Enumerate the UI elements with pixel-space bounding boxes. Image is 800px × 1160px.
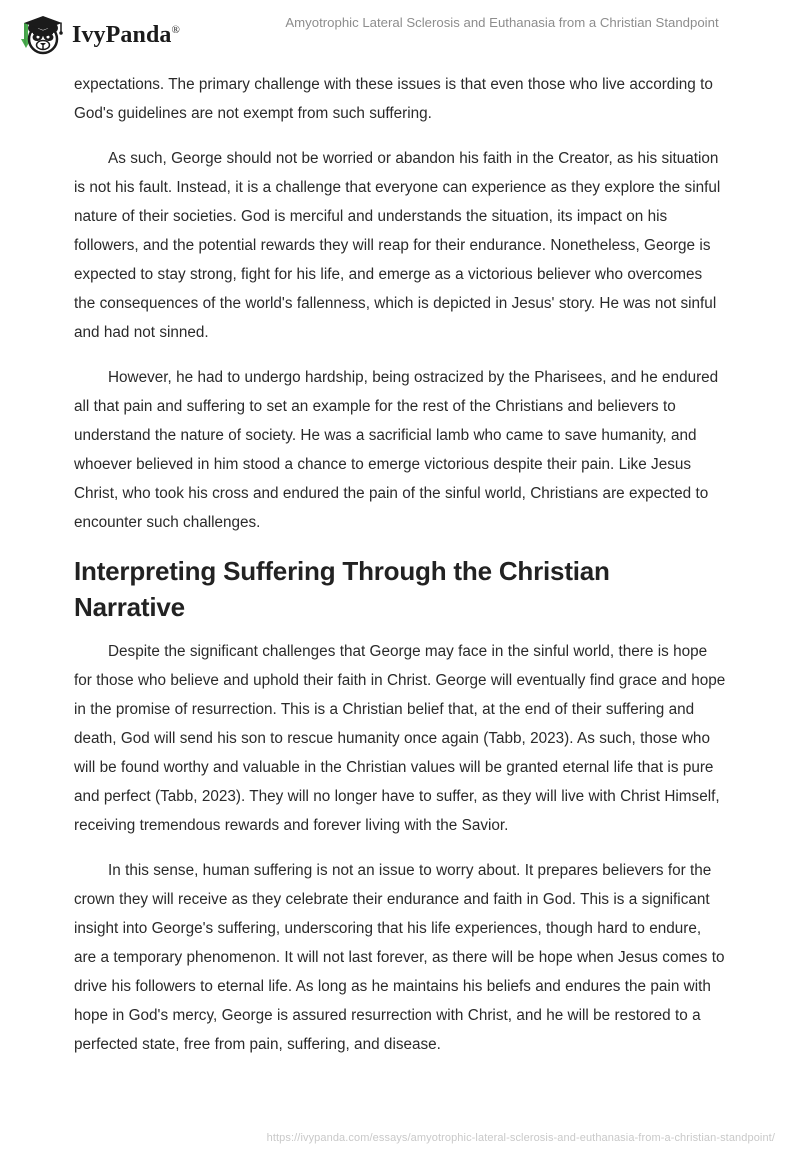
paragraph: As such, George should not be worried or abandon his faith in the Creator, as his situation is not his fault. Instead, it is a challenge that everyone can experience as they explore the sinful nature of their societies. God is merciful and understands the situation, its impact on his followers, and the potential rewards they will reap for their endurance. Nonetheless, George is expected to stay strong, fight for his life, and emerge as a victorious believer who overcomes the consequences of the world's fallenness, which is depicted in Jesus' story. He was not sinful and had not sinned. — [74, 150, 721, 341]
paragraph: In this sense, human suffering is not an issue to worry about. It prepares believers for the crown they will receive as they celebrate their endurance and faith in God. This is a significant insight into George's suffering, underscoring that his life experiences, though hard to endure, are a temporary phenomenon. It will not last forever, as there will be hope when Jesus comes to drive his followers to eternal life. As long as he maintains his beliefs and endures the pain with hope in God's mercy, George is assured resurrection with Christ, and he will be restored to a perfected state, free from pain, suffering, and disease. — [74, 862, 725, 1053]
page-footer — [0, 1128, 775, 1146]
panda-graduation-cap-logo — [14, 10, 66, 58]
registered-trademark-symbol: ® — [171, 24, 180, 36]
document-title: Amyotrophic Lateral Sclerosis and Euthanasia from a Christian Standpoint — [285, 15, 719, 30]
brand-logo-lockup[interactable] — [14, 10, 180, 58]
paragraph: Despite the significant challenges that George may face in the sinful world, there is hope for those who believe and uphold their faith in Christ. George will eventually find grace and hope in the promise of resurrection. This is a Christian belief that, at the end of their suffering and death, God will send his son to rescue humanity once again (Tabb, 2023). As such, those who will be found worthy and valuable in the Christian values will be granted eternal life that is pure and perfect (Tabb, 2023). They will no longer have to suffer, as they will live with Christ Himself, receiving tremendous rewards and forever living with the Savior. — [74, 643, 726, 834]
paragraph: expectations. The primary challenge with these issues is that even those who live according to God's guidelines are not exempt from such suffering. — [74, 76, 713, 122]
page-header — [0, 0, 800, 62]
brand-wordmark — [72, 23, 180, 47]
source-url[interactable]: https://ivypanda.com/essays/amyotrophic-lateral-sclerosis-and-euthanasia-from-a-christian-standpoint/ — [266, 1132, 775, 1144]
document-body — [74, 70, 726, 1075]
brand-name-text: IvyPanda — [72, 22, 172, 48]
section-heading: Interpreting Suffering Through the Christian Narrative — [74, 556, 610, 622]
paragraph: However, he had to undergo hardship, being ostracized by the Pharisees, and he endured all that pain and suffering to set an example for the rest of the Christians and believers to understand the nature of society. He was a sacrificial lamb who came to save humanity, and whoever believed in him stood a chance to emerge victorious despite their pain. Like Jesus Christ, who took his cross and endured the pain of the sinful world, Christians are expected to encounter such challenges. — [74, 369, 719, 531]
